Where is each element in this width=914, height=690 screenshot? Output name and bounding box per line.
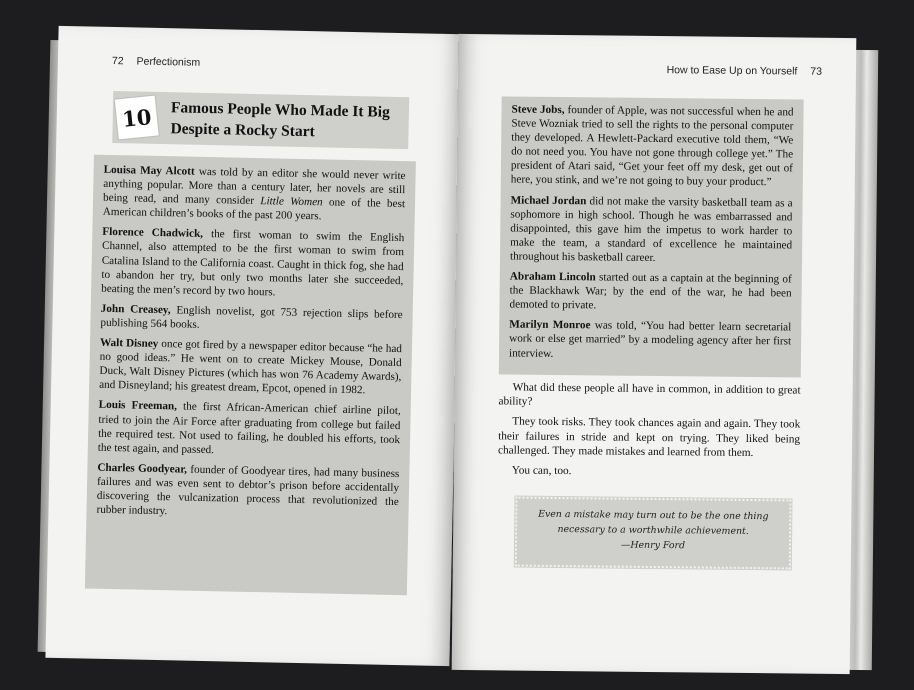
entry-text: was told, “You had better learn secretarial work or else get married” by a modeling agency after her first interview.: [508, 319, 792, 360]
entry-text: did not make the varsity basketball team as a sophomore in high school. Though he was embarrassed and disappointed, this gave him the impetus to work harder to make the team, a standard of excellence he maintained throughout his basketball career.: [509, 194, 793, 264]
heading-box: [112, 91, 409, 149]
person-name: John Creasey,: [100, 302, 171, 317]
left-page: [45, 26, 462, 666]
left-page-number: 72: [111, 54, 124, 68]
entry-text: the first woman to swim the English Channel, also attempted to be the first woman to swim from Catalina Island to the California coast. Caught in thick fog, she had to abandon her try, but only two months later she succeeded, beating the men’s record by two hours.: [101, 228, 405, 299]
body-text: [498, 380, 801, 486]
list-item: [99, 336, 402, 399]
list-item: [511, 102, 794, 190]
right-page-number: 73: [810, 65, 823, 78]
entry-text: founder of Apple, was not successful when he and Steve Wozniak tried to sell the rights to the personal computer they developed. A Hewlett-Packard executive told them, “We do not need you. You have not gone through college yet.” The president of Atari said, “Get your feet off my desk, get out of here, you stink, and we’re not going to buy your product.”: [510, 104, 794, 189]
list-item: [98, 398, 401, 461]
entry-text: started out as a captain at the beginning of the Blackhawk War; by the end of the war, he had been demoted to private.: [509, 271, 792, 312]
person-name: Walt Disney: [99, 336, 159, 351]
right-page: [452, 34, 857, 674]
list-item: [510, 193, 793, 266]
entry-text: the first African-American chief airline pilot, tried to join the Air Force after graduating from college but failed the required test. Not used to failing, he doubled his efforts, took the test again, and passed.: [97, 400, 401, 456]
left-running-head: [112, 55, 200, 69]
person-name: Marilyn Monroe: [509, 318, 591, 332]
right-running-head: [667, 64, 822, 78]
entry-text: English novelist, got 753 rejection slips before publishing 564 books.: [100, 304, 403, 331]
person-name: Abraham Lincoln: [509, 270, 596, 284]
person-name: Michael Jordan: [510, 194, 587, 207]
famous-people-list-continued: [499, 96, 804, 377]
right-running-title: How to Ease Up on Yourself: [666, 64, 798, 78]
quote-author: —Henry Ford: [620, 539, 686, 552]
paragraph: What did these people all have in common, in addition to great ability?: [498, 381, 801, 408]
entry-text: one of the best American children’s books of the past 200 years.: [102, 196, 406, 223]
book-title: Little Women: [260, 195, 323, 209]
number-badge: 10: [115, 96, 159, 140]
person-name: Louis Freeman,: [98, 399, 178, 413]
person-name: Steve Jobs,: [511, 103, 565, 117]
paragraph: They took risks. They took chances again and again. They took their failures in stride and kept on trying. They liked being challenged. They made mistakes and learned from them.: [497, 415, 801, 459]
person-name: Florence Chadwick,: [102, 226, 204, 241]
list-item: [96, 461, 399, 524]
list-item: [101, 225, 404, 302]
paragraph: You can, too.: [511, 464, 572, 478]
page-heading: Famous People Who Made It Big Despite a Rocky Start: [170, 99, 390, 141]
entry-text: once got fired by a newspaper editor because “he had no good ideas.” He went on to create Mickey Mouse, Donald Duck, Walt Disney Pictures (which has won 76 Academy Awards), and Disneyland; his greatest dream, Epcot, opened in 1982.: [99, 338, 403, 397]
list-item: [103, 163, 406, 226]
person-name: Louisa May Alcott: [103, 163, 195, 178]
entry-text: was told by an editor she would never write anything popular. More than a century later, her novels are still being read, and many consider: [102, 165, 406, 208]
list-item: [100, 302, 403, 337]
list-item: [509, 270, 791, 315]
quote-text: Even a mistake may turn out to be the one thing necessary to a worthwhile achievement.: [538, 508, 769, 538]
left-running-title: Perfectionism: [136, 55, 201, 69]
list-item: [509, 318, 791, 363]
quote-box: [515, 497, 792, 570]
person-name: Charles Goodyear,: [97, 461, 188, 476]
famous-people-list: [85, 155, 416, 596]
entry-text: founder of Goodyear tires, had many business failures and was even sent to debtor’s prison before accidentally discovering the vulcanization process that revolutionized the rubber industry.: [96, 463, 400, 518]
